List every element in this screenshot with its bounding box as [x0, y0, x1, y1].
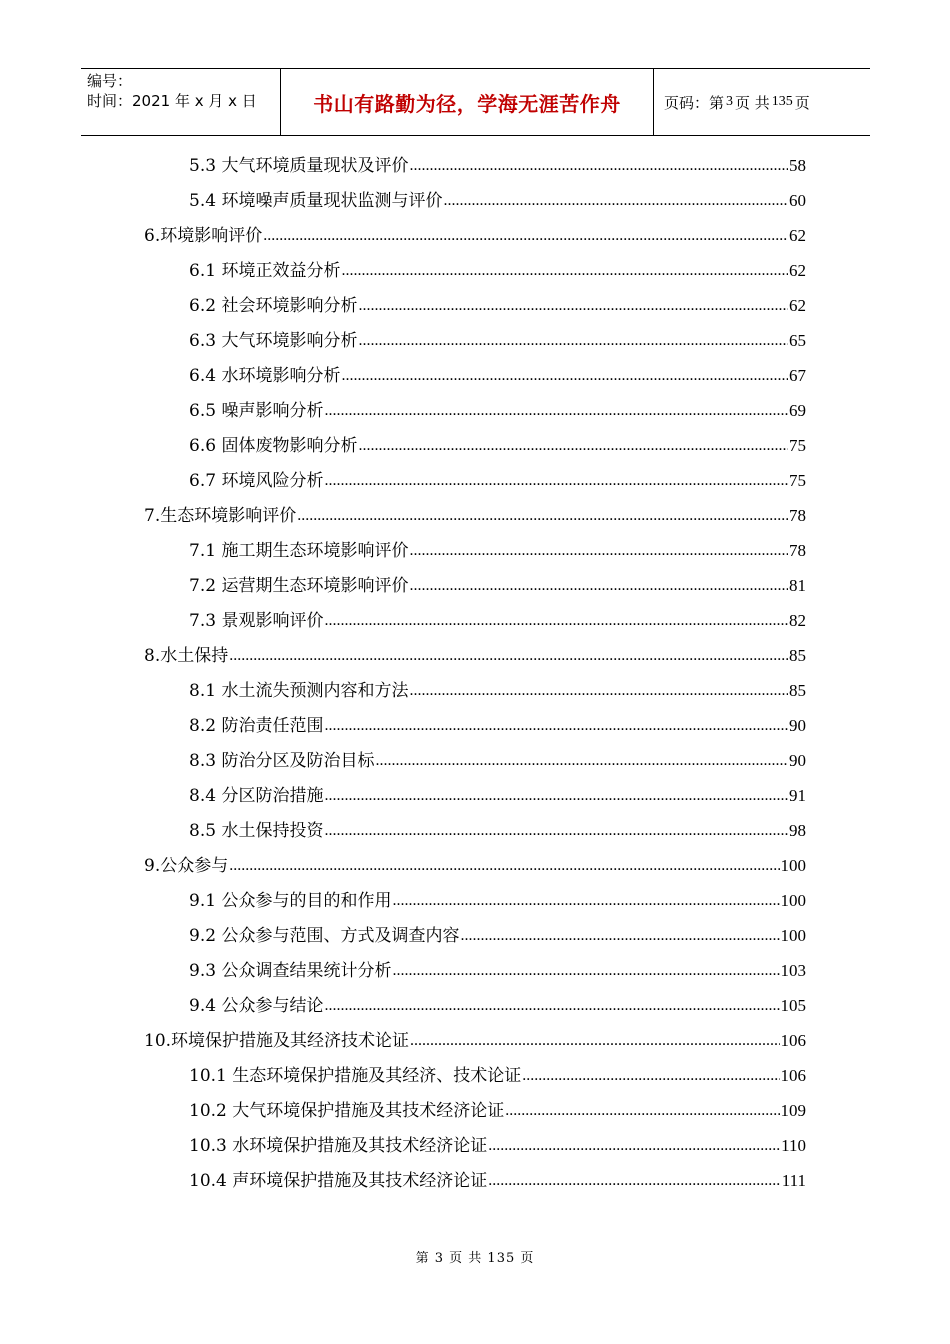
toc-dot-leader — [297, 505, 788, 527]
toc-entry-title: 7.1 施工期生态环境影响评价 — [189, 541, 409, 561]
toc-entry-title: 8.1 水土流失预测内容和方法 — [189, 681, 409, 701]
document-date-label: 时间：2021 年 x 月 x 日 — [87, 92, 257, 110]
page-current: 3 — [726, 94, 734, 109]
toc-entry-page: 100 — [780, 856, 806, 875]
toc-dot-leader — [358, 330, 788, 352]
toc-entry-title: 6.7 环境风险分析 — [189, 471, 324, 491]
toc-entry[interactable] — [189, 993, 806, 1017]
toc-entry-title: 6.4 水环境影响分析 — [189, 366, 341, 386]
toc-entry-page: 100 — [780, 891, 806, 910]
toc-entry-page: 100 — [780, 926, 806, 945]
toc-entry-title: 10.3 水环境保护措施及其技术经济论证 — [189, 1136, 488, 1156]
header-page-cell — [654, 69, 870, 135]
toc-entry[interactable] — [189, 573, 806, 597]
toc-entry[interactable] — [189, 398, 806, 422]
toc-entry-page: 110 — [781, 1136, 806, 1155]
toc-dot-leader — [324, 820, 788, 842]
toc-entry-title: 8.2 防治责任范围 — [189, 716, 324, 736]
toc-entry[interactable] — [189, 1168, 806, 1192]
toc-entry[interactable] — [189, 783, 806, 807]
toc-entry-page: 58 — [789, 156, 806, 175]
toc-dot-leader — [324, 715, 788, 737]
toc-entry-page: 75 — [789, 471, 806, 490]
toc-entry-page: 60 — [789, 191, 806, 210]
toc-entry-title: 9.3 公众调查结果统计分析 — [189, 961, 392, 981]
toc-entry-title: 10.4 声环境保护措施及其技术经济论证 — [189, 1171, 488, 1191]
page-prefix: 页码：第 — [664, 93, 725, 112]
toc-entry[interactable] — [189, 923, 806, 947]
toc-entry[interactable] — [144, 503, 806, 527]
toc-entry-page: 78 — [789, 541, 806, 560]
page-footer: 第 3 页 共 135 页 — [415, 1251, 535, 1266]
toc-entry-title: 8.5 水土保持投资 — [189, 821, 324, 841]
toc-dot-leader — [409, 540, 788, 562]
page-suffix: 页 — [794, 93, 810, 112]
toc-entry[interactable] — [144, 853, 806, 877]
toc-entry[interactable] — [144, 643, 806, 667]
toc-entry-page: 105 — [780, 996, 806, 1015]
toc-entry-title: 8.4 分区防治措施 — [189, 786, 324, 806]
header-info-cell — [81, 69, 281, 135]
toc-entry[interactable] — [189, 433, 806, 457]
page-mid: 页 共 — [735, 93, 770, 112]
toc-entry-page: 69 — [789, 401, 806, 420]
toc-entry-title: 6.3 大气环境影响分析 — [189, 331, 358, 351]
toc-entry-title: 9.2 公众参与范围、方式及调查内容 — [189, 926, 460, 946]
toc-dot-leader — [341, 260, 788, 282]
toc-entry[interactable] — [144, 223, 806, 247]
toc-entry-page: 98 — [789, 821, 806, 840]
toc-entry[interactable] — [189, 188, 806, 212]
toc-entry[interactable] — [189, 713, 806, 737]
toc-entry[interactable] — [189, 1063, 806, 1087]
toc-entry-page: 106 — [780, 1066, 806, 1085]
toc-dot-leader — [324, 995, 779, 1017]
toc-entry[interactable] — [189, 258, 806, 282]
document-number-label: 编号： — [87, 72, 133, 90]
toc-entry[interactable] — [189, 1098, 806, 1122]
toc-entry-title: 7.2 运营期生态环境影响评价 — [189, 576, 409, 596]
toc-entry-title: 5.4 环境噪声质量现状监测与评价 — [189, 191, 443, 211]
motto-text: 书山有路勤为径，学海无涯苦作舟 — [313, 91, 621, 116]
toc-dot-leader — [505, 1100, 779, 1122]
toc-dot-leader — [488, 1170, 780, 1192]
toc-entry-page: 90 — [789, 716, 806, 735]
toc-entry-page: 81 — [789, 576, 806, 595]
toc-entry[interactable] — [189, 818, 806, 842]
toc-dot-leader — [375, 750, 788, 772]
toc-entry-title: 6.环境影响评价 — [144, 226, 263, 246]
toc-dot-leader — [341, 365, 788, 387]
toc-entry-title: 7.3 景观影响评价 — [189, 611, 324, 631]
toc-dot-leader — [324, 400, 788, 422]
page-total: 135 — [771, 94, 793, 109]
toc-entry[interactable] — [189, 748, 806, 772]
toc-dot-leader — [324, 470, 788, 492]
toc-entry-page: 75 — [789, 436, 806, 455]
toc-entry-title: 6.2 社会环境影响分析 — [189, 296, 358, 316]
toc-entry-page: 82 — [789, 611, 806, 630]
toc-entry-page: 65 — [789, 331, 806, 350]
page-header — [81, 68, 870, 136]
toc-entry[interactable] — [189, 888, 806, 912]
toc-dot-leader — [324, 610, 788, 632]
toc-entry[interactable] — [189, 678, 806, 702]
toc-dot-leader — [229, 855, 779, 877]
toc-entry-title: 5.3 大气环境质量现状及评价 — [189, 156, 409, 176]
toc-entry-page: 85 — [789, 646, 806, 665]
toc-entry-title: 8.水土保持 — [144, 646, 229, 666]
toc-entry-title: 9.4 公众参与结论 — [189, 996, 324, 1016]
toc-dot-leader — [410, 1030, 779, 1052]
toc-entry[interactable] — [189, 608, 806, 632]
toc-entry-title: 10.2 大气环境保护措施及其技术经济论证 — [189, 1101, 505, 1121]
toc-entry-title: 9.1 公众参与的目的和作用 — [189, 891, 392, 911]
toc-entry-title: 10.1 生态环境保护措施及其经济、技术论证 — [189, 1066, 522, 1086]
toc-entry-page: 78 — [789, 506, 806, 525]
toc-entry-page: 62 — [789, 261, 806, 280]
toc-dot-leader — [409, 575, 788, 597]
toc-entry-page: 103 — [780, 961, 806, 980]
toc-entry[interactable] — [189, 1133, 806, 1157]
toc-dot-leader — [229, 645, 788, 667]
toc-dot-leader — [522, 1065, 779, 1087]
toc-entry-page: 62 — [789, 226, 806, 245]
toc-entry[interactable] — [144, 1028, 806, 1052]
toc-entry-page: 111 — [781, 1171, 806, 1190]
toc-entry-page: 67 — [789, 366, 806, 385]
toc-entry[interactable] — [189, 958, 806, 982]
toc-dot-leader — [358, 435, 788, 457]
toc-entry[interactable] — [189, 363, 806, 387]
toc-entry-title: 6.1 环境正效益分析 — [189, 261, 341, 281]
toc-entry-page: 85 — [789, 681, 806, 700]
toc-entry-title: 10.环境保护措施及其经济技术论证 — [144, 1031, 410, 1051]
toc-entry-title: 6.6 固体废物影响分析 — [189, 436, 358, 456]
toc-dot-leader — [358, 295, 788, 317]
toc-dot-leader — [263, 225, 788, 247]
header-motto-cell — [281, 69, 654, 135]
toc-entry[interactable] — [189, 293, 806, 317]
toc-dot-leader — [443, 190, 788, 212]
toc-dot-leader — [392, 960, 779, 982]
toc-dot-leader — [409, 680, 788, 702]
toc-entry-title: 7.生态环境影响评价 — [144, 506, 297, 526]
toc-entry-page: 91 — [789, 786, 806, 805]
toc-entry[interactable] — [189, 153, 806, 177]
toc-entry[interactable] — [189, 538, 806, 562]
toc-entry[interactable] — [189, 468, 806, 492]
toc-entry-title: 6.5 噪声影响分析 — [189, 401, 324, 421]
toc-entry-page: 109 — [780, 1101, 806, 1120]
toc-dot-leader — [324, 785, 788, 807]
toc-entry-title: 9.公众参与 — [144, 856, 229, 876]
toc-entry[interactable] — [189, 328, 806, 352]
toc-dot-leader — [488, 1135, 780, 1157]
toc-entry-page: 106 — [780, 1031, 806, 1050]
toc-dot-leader — [409, 155, 788, 177]
toc-dot-leader — [460, 925, 779, 947]
toc-entry-page: 90 — [789, 751, 806, 770]
toc-entry-title: 8.3 防治分区及防治目标 — [189, 751, 375, 771]
toc-entry-page: 62 — [789, 296, 806, 315]
toc-dot-leader — [392, 890, 779, 912]
